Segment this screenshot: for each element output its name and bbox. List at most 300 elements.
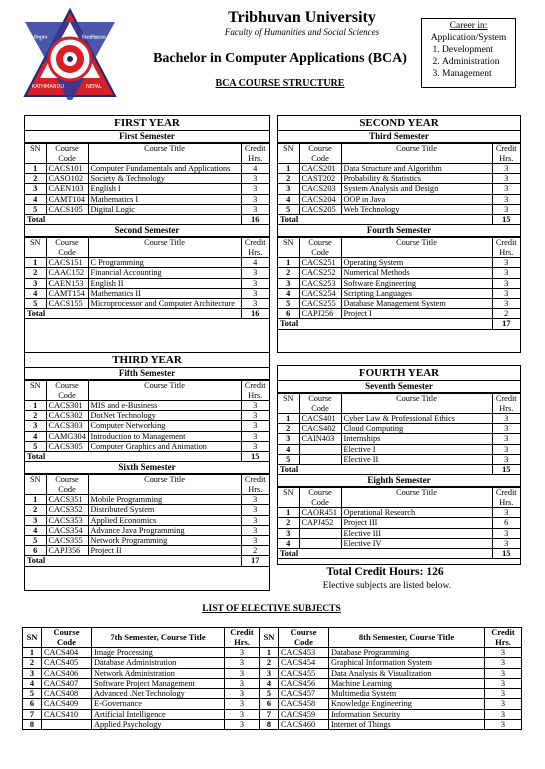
elective-credit: 3 [485, 720, 522, 730]
course-title: Cloud Computing [341, 424, 492, 434]
credit-header-line: Credit [244, 381, 266, 390]
course-title: Elective II [341, 454, 492, 464]
course-title: Elective I [341, 444, 492, 454]
total-value: 15 [492, 549, 520, 559]
credit-header [492, 238, 520, 258]
course-row [25, 536, 269, 546]
course-sn: 2 [25, 174, 46, 184]
total-value: 16 [241, 309, 269, 319]
career-item: 1. Development [442, 44, 512, 56]
course-row [25, 546, 269, 556]
course-credit: 3 [241, 194, 269, 204]
course-row [278, 309, 520, 319]
credit-header-line: Hrs. [248, 484, 263, 494]
course-code [299, 528, 341, 538]
course-title: Introduction to Management [88, 431, 241, 441]
course-row [278, 288, 520, 298]
elective-sn: 5 [23, 689, 42, 699]
code-header-line: Course [308, 488, 332, 498]
title-header: Course Title [341, 394, 492, 414]
course-header-row [278, 394, 520, 414]
credit-header: Credit Hrs. [225, 628, 260, 648]
course-credit: 3 [492, 444, 520, 454]
course-header-row [25, 144, 269, 164]
course-row [278, 299, 520, 309]
code-header-line: Code [58, 484, 76, 494]
course-code: CACS252 [299, 268, 341, 278]
total-row [278, 319, 520, 329]
credit-header-line: Hrs. [499, 153, 514, 163]
career-list [425, 44, 512, 80]
course-sn: 4 [25, 288, 46, 298]
credit-header [241, 475, 269, 495]
year-title: THIRD YEAR [25, 353, 269, 368]
total-label: Total [278, 549, 492, 559]
sn-header: SN [278, 488, 299, 508]
elective-title: Image Processing [92, 648, 225, 658]
credit-header-line: Hrs. [248, 153, 263, 163]
course-sn: 3 [25, 515, 46, 525]
course-title: Mobile Programming [88, 495, 241, 505]
semester-title: Fifth Semester [25, 368, 269, 380]
title-header: Course Title [88, 381, 241, 401]
course-sn: 3 [25, 278, 46, 288]
course-title: OOP in Java [341, 194, 492, 204]
elective-credit: 3 [485, 648, 522, 658]
course-credit: 3 [241, 288, 269, 298]
course-table [278, 487, 520, 559]
course-title: English I [88, 184, 241, 194]
course-code: CAIN403 [299, 434, 341, 444]
credit-header [492, 144, 520, 164]
course-title: System Analysis and Design [341, 184, 492, 194]
course-title: Operating System [341, 258, 492, 268]
course-credit: 3 [241, 441, 269, 451]
semester-title: Sixth Semester [25, 462, 269, 474]
course-title: Mathematics II [88, 288, 241, 298]
semester-title: Fourth Semester [278, 225, 520, 237]
credit-header-line: Credit [495, 488, 517, 498]
credit-header [492, 394, 520, 414]
semester-title: Third Semester [278, 131, 520, 143]
course-code: CACS402 [299, 424, 341, 434]
course-header-row [25, 475, 269, 495]
elective-credit: 3 [225, 689, 260, 699]
credit-header: Credit Hrs. [485, 628, 522, 648]
course-code: CACS303 [46, 421, 88, 431]
course-code: CAAC152 [46, 268, 88, 278]
career-item: 2. Administration [442, 56, 512, 68]
course-sn: 4 [25, 431, 46, 441]
total-value: 17 [492, 319, 520, 329]
course-sn: 5 [25, 299, 46, 309]
elective-credit: 3 [485, 678, 522, 688]
course-sn: 5 [278, 299, 299, 309]
code-header-line: Course [308, 394, 332, 403]
total-value: 16 [241, 215, 269, 225]
title-header: Course Title [341, 238, 492, 258]
course-code: CACS305 [46, 441, 88, 451]
credit-header-line: Hrs. [248, 247, 263, 257]
course-title: Distributed System [88, 505, 241, 515]
course-row [25, 164, 269, 174]
course-row [278, 424, 520, 434]
course-code: CAST202 [299, 174, 341, 184]
course-title: Digital Logic [88, 204, 241, 214]
sem7-title-header: 7th Semester, Course Title [92, 628, 225, 648]
elective-credit: 3 [225, 709, 260, 719]
first-year-panel [24, 115, 270, 353]
course-credit: 3 [492, 299, 520, 309]
course-table [278, 237, 520, 329]
elective-title: Advanced .Net Technology [92, 689, 225, 699]
course-code: CACS204 [299, 194, 341, 204]
course-row [25, 194, 269, 204]
code-header [46, 475, 88, 495]
total-label: Total [278, 319, 492, 329]
elective-code: CACS458 [279, 699, 329, 709]
course-code [299, 454, 341, 464]
career-title: Career in: [449, 21, 488, 31]
credit-header [241, 238, 269, 258]
course-code: CAOR451 [299, 508, 341, 518]
year-title: FIRST YEAR [25, 116, 269, 131]
course-header-row [278, 488, 520, 508]
course-sn: 5 [25, 441, 46, 451]
credit-header-line: Credit [495, 144, 517, 153]
course-credit: 3 [492, 164, 520, 174]
course-title: MIS and e-Business [88, 401, 241, 411]
course-row [25, 495, 269, 505]
course-credit: 3 [241, 495, 269, 505]
elective-row [23, 648, 522, 658]
course-title: Elective III [341, 528, 492, 538]
course-sn: 5 [25, 536, 46, 546]
course-title: Probability & Statistics [341, 174, 492, 184]
course-sn: 5 [278, 204, 299, 214]
elective-code [42, 720, 92, 730]
course-title: Project III [341, 518, 492, 528]
course-code: CACS352 [46, 505, 88, 515]
course-title: C Programming [88, 258, 241, 268]
elective-sn: 1 [23, 648, 42, 658]
semester-title: Second Semester [25, 225, 269, 237]
course-code: CACS201 [299, 164, 341, 174]
elective-credit: 3 [485, 668, 522, 678]
course-row [25, 421, 269, 431]
course-sn: 3 [278, 528, 299, 538]
elective-list-title: LIST OF ELECTIVE SUBJECTS [202, 604, 341, 614]
elective-title: Graphical Information System [329, 658, 485, 668]
title-header: Course Title [341, 144, 492, 164]
course-sn: 2 [25, 411, 46, 421]
total-value: 17 [241, 556, 269, 566]
course-code: CACS302 [46, 411, 88, 421]
fourth-year-panel [277, 365, 521, 565]
elective-sn: 4 [23, 678, 42, 688]
elective-row [23, 720, 522, 730]
course-row [25, 278, 269, 288]
course-row [25, 401, 269, 411]
code-header [299, 238, 341, 258]
course-row [278, 164, 520, 174]
elective-credit: 3 [485, 709, 522, 719]
course-header-row [278, 144, 520, 164]
course-title: Project I [341, 309, 492, 319]
course-row [278, 414, 520, 424]
course-code: CACS255 [299, 299, 341, 309]
elective-title: Applied Psychology [92, 720, 225, 730]
course-sn: 6 [25, 546, 46, 556]
course-code: CAPJ452 [299, 518, 341, 528]
elective-credit: 3 [225, 699, 260, 709]
elective-code: CACS408 [42, 689, 92, 699]
credit-header-line: Credit [244, 144, 266, 153]
course-title: Numerical Methods [341, 268, 492, 278]
course-title: Web Technology [341, 204, 492, 214]
course-sn: 3 [278, 184, 299, 194]
course-title: Applied Economics [88, 515, 241, 525]
course-sn: 2 [278, 174, 299, 184]
course-code: CAMG304 [46, 431, 88, 441]
course-title: DotNet Technology [88, 411, 241, 421]
course-title: Society & Technology [88, 174, 241, 184]
course-credit: 3 [492, 454, 520, 464]
elective-sn: 2 [23, 658, 42, 668]
code-header-line: Course [55, 475, 79, 485]
credit-header-line: Credit [244, 238, 266, 248]
course-code: CACS354 [46, 525, 88, 535]
elective-row [23, 678, 522, 688]
code-header-line: Code [58, 153, 76, 163]
course-row [25, 184, 269, 194]
course-credit: 3 [241, 505, 269, 515]
elective-row [23, 668, 522, 678]
course-title: Cyber Law & Professional Ethics [341, 414, 492, 424]
course-code: CACS253 [299, 278, 341, 288]
course-code: CASO102 [46, 174, 88, 184]
elective-title: Machine Learning [329, 678, 485, 688]
course-sn: 1 [278, 164, 299, 174]
course-code: CACS401 [299, 414, 341, 424]
elective-table [22, 627, 522, 730]
course-credit: 3 [492, 268, 520, 278]
course-title: Project II [88, 546, 241, 556]
course-code: CACS301 [46, 401, 88, 411]
code-header-line: Code [58, 390, 76, 400]
course-credit: 3 [492, 278, 520, 288]
course-code: CACS203 [299, 184, 341, 194]
total-row [25, 215, 269, 225]
course-sn: 2 [25, 505, 46, 515]
course-table [25, 237, 269, 319]
sn-header: SN [25, 475, 46, 495]
course-sn: 3 [25, 421, 46, 431]
credit-header-line: Hrs. [248, 390, 263, 400]
code-header-line: Code [311, 153, 329, 163]
total-row [278, 465, 520, 475]
course-sn: 1 [278, 258, 299, 268]
third-year-panel [24, 352, 270, 591]
credit-header-line: Hrs. [499, 247, 514, 257]
university-name: Tribhuvan University [228, 9, 376, 26]
course-code: CAPJ256 [299, 309, 341, 319]
sn-header: SN [25, 144, 46, 164]
total-value: 15 [492, 215, 520, 225]
elective-sn: 3 [260, 668, 279, 678]
credit-header [241, 144, 269, 164]
course-row [278, 454, 520, 464]
elective-note: Elective subjects are listed below. [322, 581, 452, 591]
course-title: Computer Networking [88, 421, 241, 431]
elective-row [23, 699, 522, 709]
course-row [25, 505, 269, 515]
faculty-name: Faculty of Humanities and Social Sciences [224, 27, 380, 37]
course-code: CAMT104 [46, 194, 88, 204]
title-header: Course Title [88, 475, 241, 495]
course-header-row [25, 381, 269, 401]
course-title: Advance Java Programming [88, 525, 241, 535]
elective-credit: 3 [225, 658, 260, 668]
code-header [299, 394, 341, 414]
elective-title: Artificial Intelligence [92, 709, 225, 719]
total-label: Total [278, 215, 492, 225]
course-row [278, 258, 520, 268]
elective-sn: 4 [260, 678, 279, 688]
course-sn: 1 [25, 258, 46, 268]
elective-code: CACS405 [42, 658, 92, 668]
code-header-line: Course [55, 238, 79, 248]
course-code: CAMT154 [46, 288, 88, 298]
course-sn: 1 [25, 164, 46, 174]
code-header-line: Course [308, 144, 332, 153]
course-code: CACS155 [46, 299, 88, 309]
course-credit: 3 [492, 204, 520, 214]
course-sn: 2 [25, 268, 46, 278]
course-credit: 3 [241, 268, 269, 278]
total-label: Total [278, 465, 492, 475]
course-row [25, 204, 269, 214]
elective-sn: 5 [260, 689, 279, 699]
course-table [25, 380, 269, 462]
course-title: Financial Accounting [88, 268, 241, 278]
course-row [25, 258, 269, 268]
elective-credit: 3 [225, 668, 260, 678]
course-row [278, 528, 520, 538]
course-row [25, 411, 269, 421]
course-row [25, 441, 269, 451]
course-table [25, 143, 269, 225]
career-box [421, 18, 516, 88]
credit-header-line: Hrs. [499, 497, 514, 507]
elective-title: Data Analysis & Visualization [329, 668, 485, 678]
course-row [278, 204, 520, 214]
course-code: CACS151 [46, 258, 88, 268]
course-credit: 4 [241, 258, 269, 268]
course-sn: 1 [278, 414, 299, 424]
course-title: Internships [341, 434, 492, 444]
course-header-row [278, 238, 520, 258]
course-title: Microprocessor and Computer Architecture [88, 299, 241, 309]
semester-title: Eighth Semester [278, 475, 520, 487]
course-code: CACS105 [46, 204, 88, 214]
elective-sn: 1 [260, 648, 279, 658]
course-code: CACS254 [299, 288, 341, 298]
code-header-line: Course [55, 381, 79, 390]
course-code: CACS355 [46, 536, 88, 546]
elective-credit: 3 [485, 658, 522, 668]
course-row [278, 184, 520, 194]
elective-title: Knowledge Engineering [329, 699, 485, 709]
course-code: CACS205 [299, 204, 341, 214]
credit-header-line: Credit [495, 394, 517, 403]
elective-code: CACS456 [279, 678, 329, 688]
course-credit: 3 [241, 411, 269, 421]
logo-text-kathmandu: KATHMANDU [32, 84, 65, 90]
elective-credit: 3 [225, 648, 260, 658]
elective-sn: 7 [23, 709, 42, 719]
course-title: English II [88, 278, 241, 288]
course-credit: 3 [241, 536, 269, 546]
course-credit: 3 [492, 414, 520, 424]
sn-header: SN [278, 144, 299, 164]
course-credit: 3 [241, 431, 269, 441]
course-sn: 2 [278, 268, 299, 278]
elective-row [23, 689, 522, 699]
elective-row [23, 658, 522, 668]
elective-credit: 3 [485, 699, 522, 709]
course-sn: 4 [25, 525, 46, 535]
course-row [278, 508, 520, 518]
course-row [25, 268, 269, 278]
code-header: Course Code [42, 628, 92, 648]
course-credit: 2 [492, 309, 520, 319]
total-value: 15 [492, 465, 520, 475]
logo-text-nepal: NEPAL [86, 84, 102, 90]
elective-code: CACS459 [279, 709, 329, 719]
course-structure-title: BCA COURSE STRUCTURE [215, 78, 345, 89]
elective-code: CACS460 [279, 720, 329, 730]
course-sn: 1 [25, 401, 46, 411]
semester-title: First Semester [25, 131, 269, 143]
code-header [299, 144, 341, 164]
university-logo [22, 8, 118, 100]
course-credit: 3 [241, 515, 269, 525]
elective-sn: 6 [260, 699, 279, 709]
course-title: Computer Fundamentals and Applications [88, 164, 241, 174]
course-credit: 3 [241, 421, 269, 431]
credit-header-line: Credit [244, 475, 266, 485]
course-row [25, 288, 269, 298]
course-sn: 6 [278, 309, 299, 319]
elective-title: Database Administration [92, 658, 225, 668]
elective-code: CACS406 [42, 668, 92, 678]
course-header-row [25, 238, 269, 258]
sem8-title-header: 8th Semester, Course Title [329, 628, 485, 648]
total-row [278, 549, 520, 559]
course-credit: 3 [492, 434, 520, 444]
code-header: Course Code [279, 628, 329, 648]
credit-header-line: Credit [495, 238, 517, 248]
elective-code: CACS455 [279, 668, 329, 678]
course-credit: 2 [241, 546, 269, 556]
total-value: 15 [241, 452, 269, 462]
code-header-line: Code [311, 497, 329, 507]
sn-header: SN [25, 238, 46, 258]
course-sn: 4 [278, 538, 299, 548]
course-sn: 3 [25, 184, 46, 194]
sn-header: SN [278, 238, 299, 258]
